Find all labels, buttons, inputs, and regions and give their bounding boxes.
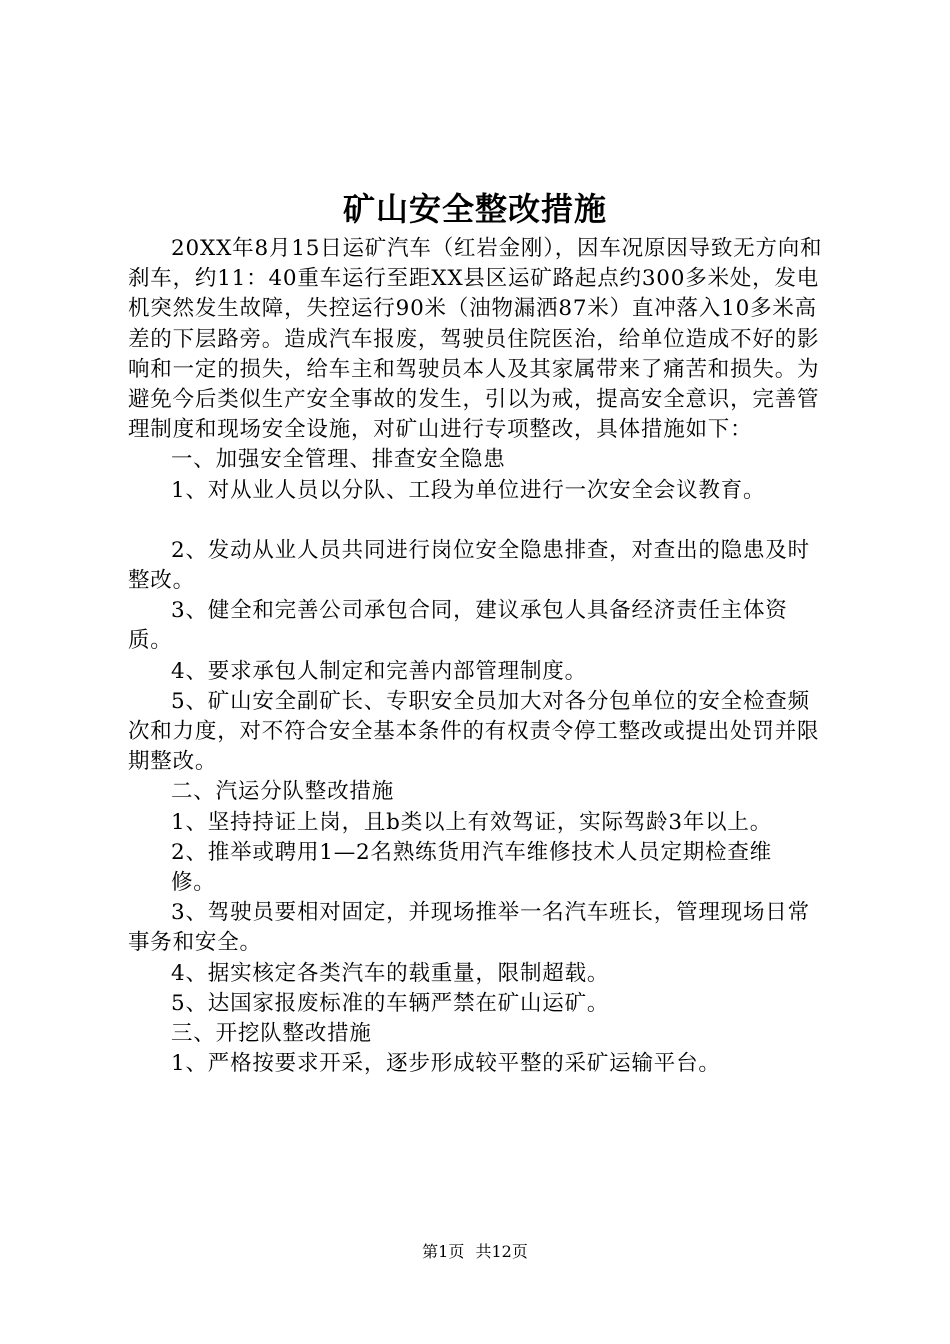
section1-item-3: 3、健全和完善公司承包合同，建议承包人具备经济责任主体资质。 <box>128 598 788 654</box>
page-number: 第1页 <box>422 1242 465 1261</box>
section2-item-5: 5、达国家报废标准的车辆严禁在矿山运矿。 <box>171 990 610 1016</box>
document-title: 矿山安全整改措施 <box>342 190 607 228</box>
section3-heading: 三、开挖队整改措施 <box>171 1021 372 1047</box>
section2-item-4: 4、据实核定各类汽车的载重量，限制超载。 <box>171 960 610 986</box>
section2-item-2: 2、推举或聘用1—2名熟练货用汽车维修技术人员定期检查维 <box>171 839 772 865</box>
section1-item-2: 2、发动从业人员共同进行岗位安全隐患排查，对查出的隐患及时整改。 <box>128 537 810 594</box>
section3-item-1: 1、严格按要求开采，逐步形成较平整的采矿运输平台。 <box>171 1051 721 1077</box>
section2-item-1: 1、坚持持证上岗，且b类以上有效驾证，实际驾龄3年以上。 <box>171 809 773 835</box>
section1-item-5: 5、矿山安全副矿长、专职安全员加大对各分包单位的安全检查频次和力度，对不符合安全基本条件的有权责令停工整改或提出处罚并限期整改。 <box>128 688 820 775</box>
page-total: 共12页 <box>475 1242 528 1261</box>
document-body <box>128 234 832 1079</box>
section2-item-3: 3、驾驶员要相对固定，并现场推举一名汽车班长，管理现场日常事务和安全。 <box>128 900 810 956</box>
section1-item-4: 4、要求承包人制定和完善内部管理制度。 <box>171 658 587 684</box>
section1-item-1: 1、对从业人员以分队、工段为单位进行一次安全会议教育。 <box>171 477 766 503</box>
intro-paragraph: 20XX年8月15日运矿汽车（红岩金刚），因车况原因导致无方向和刹车，约11：40重车运行至距XX县区运矿路起点约300多米处，发电机突然发生故障，失控运行90米（油物漏洒87米）直冲落入10多米高差的下层路旁。造成汽车报废，驾驶员住院医治，给单位造成不好的影响和一定的损失，给车主和驾驶员本人及其家属带来了痛苦和损失。为避免今后类似生产安全事故的发生，引以为戒，提高安全意识，完善管理制度和现场安全设施，对矿山进行专项整改，具体措施如下： <box>128 236 823 443</box>
section1-heading: 一、加强安全管理、排查安全隐患 <box>171 447 506 473</box>
section2-item-2-continuation: 修。 <box>171 870 216 896</box>
page-footer <box>0 1240 950 1264</box>
section2-heading: 二、汽运分队整改措施 <box>171 779 395 805</box>
